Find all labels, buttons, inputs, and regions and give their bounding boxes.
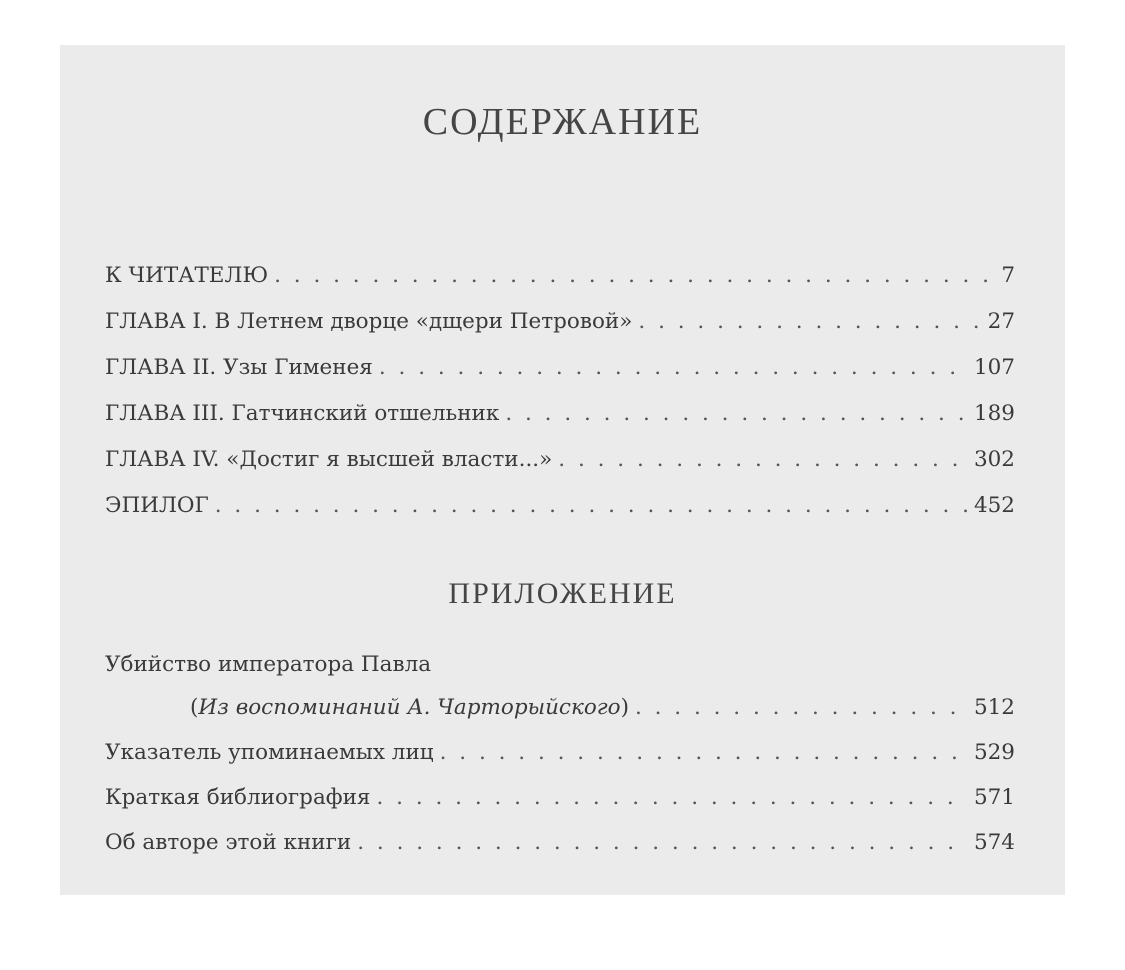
dot-leader (440, 730, 968, 775)
toc-entry-page: 27 (987, 309, 1015, 334)
appendix-entry-title-line1: Убийство императора Павла (105, 652, 432, 677)
appendix-entry (105, 820, 1015, 865)
toc-entry-page: 107 (973, 355, 1015, 380)
dot-leader (558, 437, 968, 483)
toc-entry (105, 391, 1015, 437)
toc-entry-title: ГЛАВА III. Гатчинский отшельник (105, 401, 500, 426)
dot-leader (638, 299, 981, 345)
toc-entry-page: 452 (973, 493, 1015, 518)
dot-leader (377, 775, 968, 820)
appendix-heading: ПРИЛОЖЕНИЕ (448, 577, 677, 610)
toc-heading: СОДЕРЖАНИЕ (422, 101, 703, 143)
toc-entry (105, 437, 1015, 483)
appendix-entry-source: Из воспоминаний А. Чарторыйского (198, 695, 621, 720)
dot-leader (357, 820, 968, 865)
appendix-entry-title: Указатель упоминаемых лиц (105, 740, 434, 765)
toc-entry (105, 345, 1015, 391)
toc-entry-title: ГЛАВА II. Узы Гименея (105, 355, 373, 380)
appendix-entry-subtitle: (Из воспоминаний А. Чарторыйского) (190, 695, 629, 720)
toc-entry (105, 253, 1015, 299)
dot-leader (274, 253, 995, 299)
toc-entry-title: ЭПИЛОГ (105, 493, 209, 518)
toc-entry-page: 302 (973, 447, 1015, 472)
appendix-entry (105, 775, 1015, 820)
appendix-list (105, 645, 1015, 865)
appendix-entry (105, 685, 1015, 730)
appendix-entry-title: Об авторе этой книги (105, 830, 352, 855)
book-page (60, 45, 1065, 895)
toc-entry-page: 189 (973, 401, 1015, 426)
toc-entry-page: 7 (1001, 263, 1015, 288)
appendix-entry-page: 512 (973, 695, 1015, 720)
toc-entry (105, 299, 1015, 345)
appendix-entry-page: 574 (973, 830, 1015, 855)
toc-entry (105, 483, 1015, 529)
appendix-entry (105, 730, 1015, 775)
dot-leader (379, 345, 968, 391)
appendix-entry-page: 571 (973, 785, 1015, 810)
dot-leader (505, 391, 968, 437)
appendix-entry-title: Краткая библиография (105, 785, 371, 810)
toc-entry-title: ГЛАВА I. В Летнем дворце «дщери Петровой» (105, 309, 633, 334)
toc-entry-title: ГЛАВА IV. «Достиг я высшей власти...» (105, 447, 553, 472)
appendix-entry-page: 529 (973, 740, 1015, 765)
dot-leader (215, 483, 968, 529)
toc-entry-title: К ЧИТАТЕЛЮ (105, 263, 269, 288)
toc-list (105, 253, 1015, 529)
dot-leader (635, 685, 968, 730)
